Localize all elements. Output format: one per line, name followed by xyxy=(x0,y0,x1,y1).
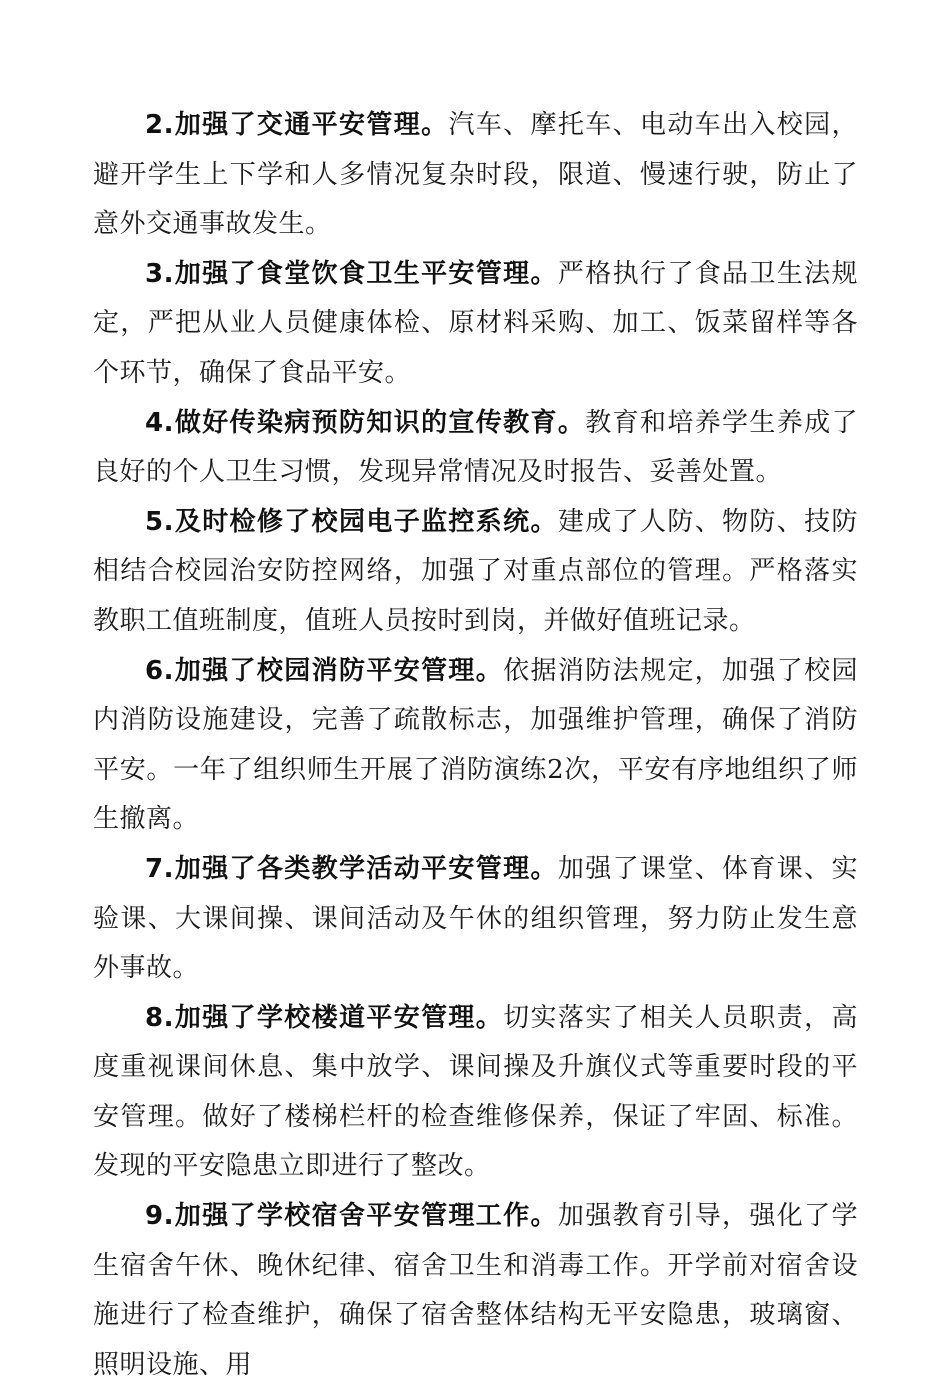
paragraph-dormitory-safety xyxy=(93,1192,858,1390)
paragraph-surveillance-system xyxy=(93,498,858,647)
paragraph-canteen-food-safety xyxy=(93,250,858,399)
paragraph-disease-prevention xyxy=(93,399,858,498)
paragraph-heading: 8.加强了学校楼道平安管理。 xyxy=(145,1002,504,1033)
paragraph-text: 依据消防法规定，加强了校园内消防设施建设，完善了疏散标志，加强维护管理，确保了消防平安。一年了组织师生开展了消防演练2次，平安有序地组织了师生撤离。 xyxy=(93,655,858,835)
paragraph-heading: 7.加强了各类教学活动平安管理。 xyxy=(145,853,558,884)
paragraph-heading: 4.做好传染病预防知识的宣传教育。 xyxy=(145,407,586,438)
paragraph-text: 加强了课堂、体育课、实验课、大课间操、课间活动及午休的组织管理，努力防止发生意外事故。 xyxy=(93,853,858,984)
paragraph-heading: 2.加强了交通平安管理。 xyxy=(145,110,449,140)
paragraph-fire-safety xyxy=(93,647,858,845)
document-body xyxy=(93,101,858,1390)
paragraph-heading: 5.及时检修了校园电子监控系统。 xyxy=(145,506,558,537)
paragraph-teaching-activities xyxy=(93,845,858,994)
paragraph-text: 加强教育引导，强化了学生宿舍午休、晚休纪律、宿舍卫生和消毒工作。开学前对宿舍设施进行了检查维护，确保了宿舍整体结构无平安隐患，玻璃窗、照明设施、用 xyxy=(93,1201,858,1380)
paragraph-heading: 3.加强了食堂饮食卫生平安管理。 xyxy=(145,258,558,289)
paragraph-text: 严格执行了食品卫生法规定，严把从业人员健康体检、原材料采购、加工、饭菜留样等各个环节，确保了食品平安。 xyxy=(93,258,858,388)
paragraph-heading: 6.加强了校园消防平安管理。 xyxy=(145,655,504,686)
paragraph-heading: 9.加强了学校宿舍平安管理工作。 xyxy=(145,1201,558,1232)
paragraph-text: 切实落实了相关人员职责，高度重视课间休息、集中放学、课间操及升旗仪式等重要时段的平安管理。做好了楼梯栏杆的检查维修保养，保证了牢固、标准。发现的平安隐患立即进行了整改。 xyxy=(93,1002,858,1182)
paragraph-traffic-safety xyxy=(93,101,858,250)
paragraph-text: 教育和培养学生养成了良好的个人卫生习惯，发现异常情况及时报告、妥善处置。 xyxy=(93,407,858,488)
paragraph-text: 建成了人防、物防、技防相结合校园治安防控网络，加强了对重点部位的管理。严格落实教职工值班制度，值班人员按时到岗，并做好值班记录。 xyxy=(93,506,858,636)
paragraph-text: 汽车、摩托车、电动车出入校园，避开学生上下学和人多情况复杂时段，限道、慢速行驶，防止了意外交通事故发生。 xyxy=(93,110,858,240)
paragraph-corridor-safety xyxy=(93,994,858,1192)
